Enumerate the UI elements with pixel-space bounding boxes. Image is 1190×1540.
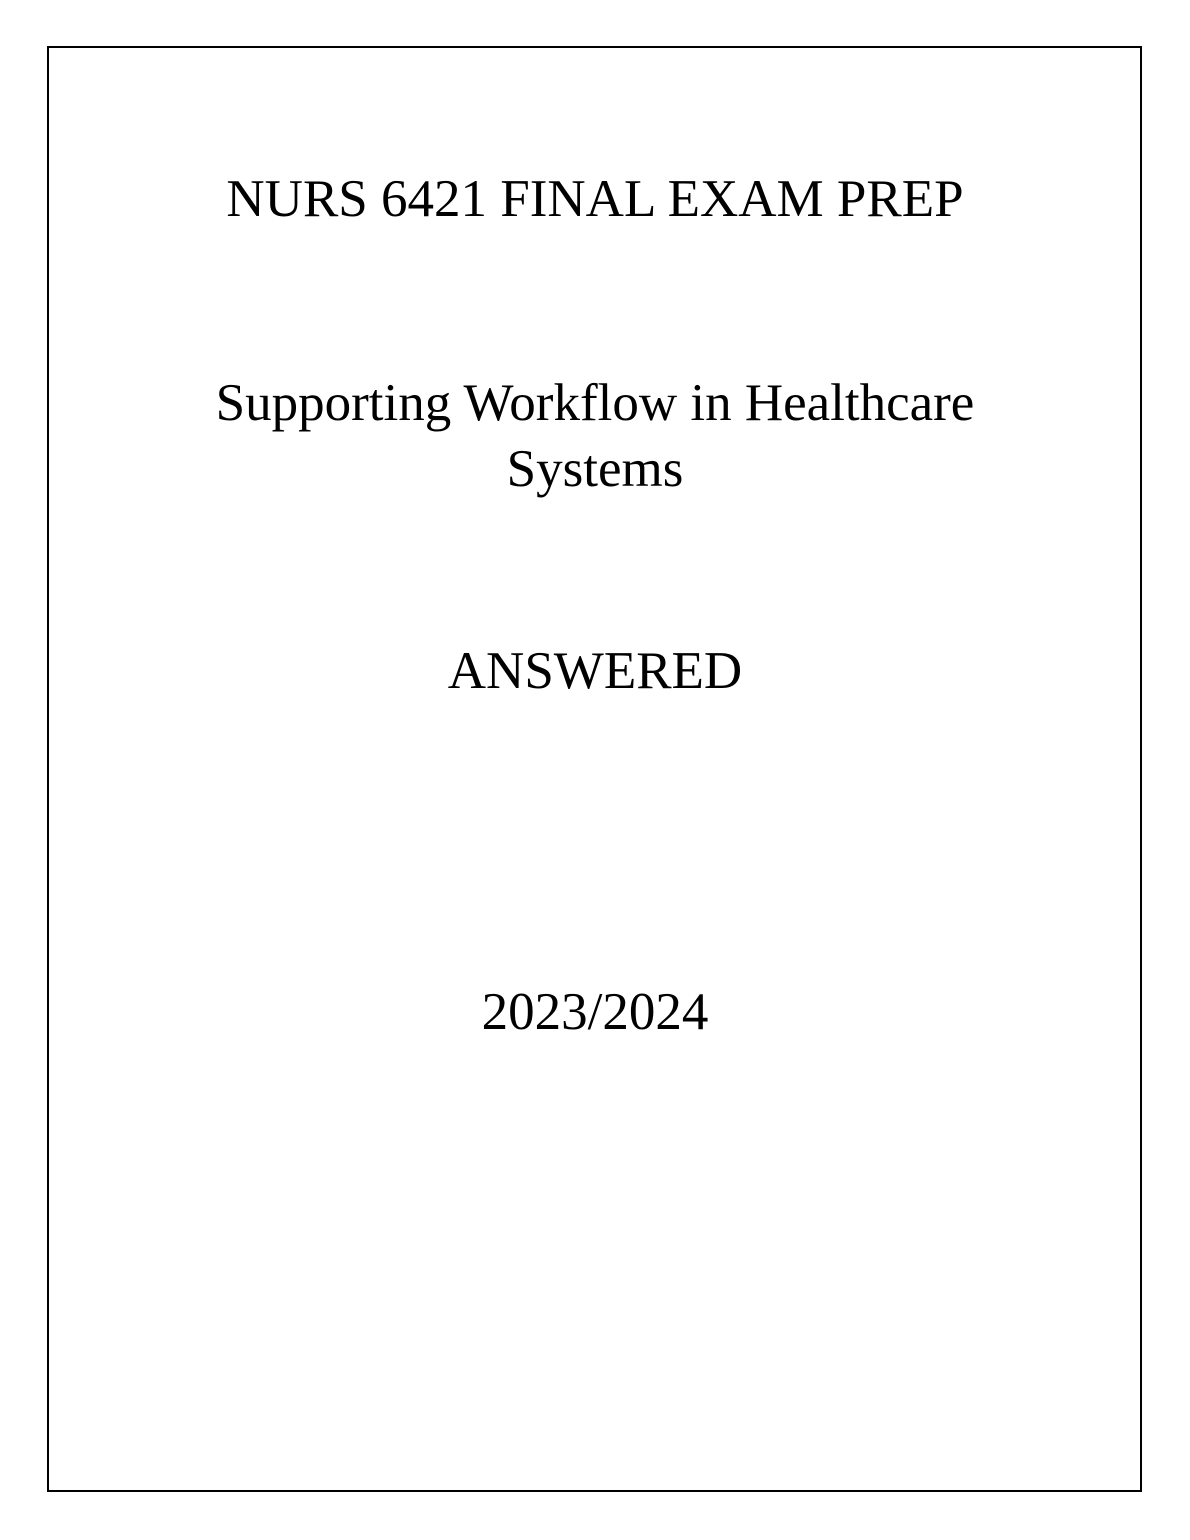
document-subtitle-line-2: Systems — [506, 440, 684, 498]
document-status: ANSWERED — [447, 642, 743, 700]
page-border-frame — [47, 46, 1142, 1492]
document-subtitle-line-1: Supporting Workflow in Healthcare — [215, 374, 975, 432]
document-year: 2023/2024 — [481, 983, 709, 1041]
document-title: NURS 6421 FINAL EXAM PREP — [226, 170, 964, 228]
